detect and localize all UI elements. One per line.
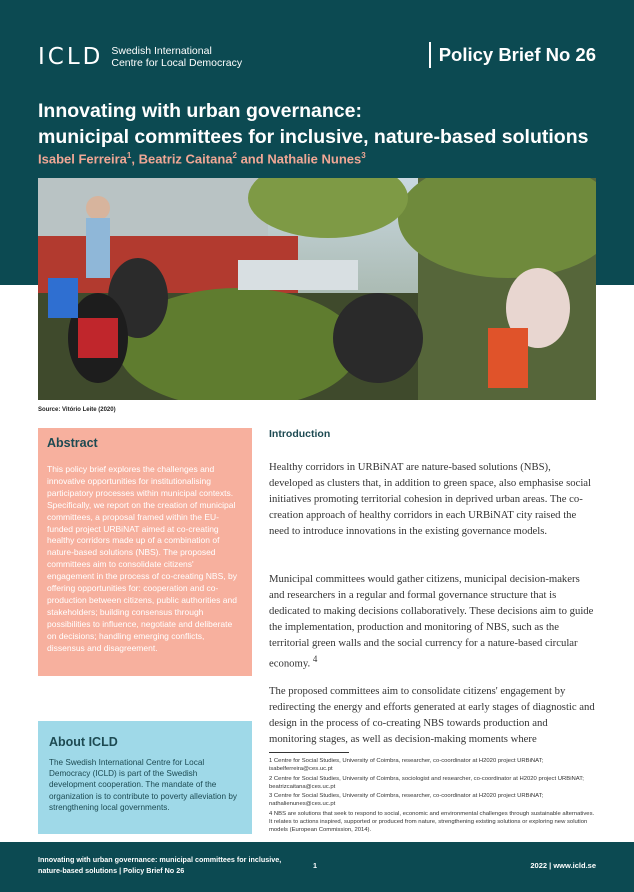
about-heading: About ICLD bbox=[49, 735, 118, 749]
about-text: The Swedish International Centre for Local Democracy (ICLD) is part of the Swedish development cooperation. The mandate of the organization is to contribute to poverty alleviation by strengthening local governments. bbox=[49, 758, 237, 812]
footnote: 4 NBS are solutions that seek to respond to social, economic and environmental challenges through sustainable alternatives. It relates to actions inspired, supported or produced from nature, strengthening existing solutions or exploring new solution models (European Commission, 2014). bbox=[269, 810, 595, 834]
footnote-divider bbox=[269, 752, 349, 753]
intro-paragraph-3: The proposed committees aim to consolidate citizens' engagement by redirecting the energy and efforts generated at early stages of diagnostic and design in the process of co-creating NBS towards production and monitoring stages, as well as decision-making moments where bbox=[269, 685, 595, 745]
introduction-heading: Introduction bbox=[269, 428, 331, 440]
page-title: Innovating with urban governance: municipal committees for inclusive, nature-based solutions bbox=[38, 100, 589, 148]
footer-title: Innovating with urban governance: municipal committees for inclusive, nature-based solutions | Policy Brief No 26 bbox=[38, 855, 282, 875]
intro-paragraph-2: Municipal committees would gather citizens, municipal decision-makers and researchers in a regular and formal governance structure that is dedicated to making decisions collaboratively. These decisions aim to guide the implementation, production and monitoring of NBS, such as the territorial green walls and the social currency for a nature-based circular economy. $^4$ bbox=[269, 573, 594, 670]
footnote: 1 Centre for Social Studies, University of Coimbra, researcher, co-coordinator at H2020 project URBiNAT; isabelferreira@ces.uc.pt bbox=[269, 758, 544, 773]
page-number: 1 bbox=[313, 861, 317, 870]
intro-paragraph-1: Healthy corridors in URBiNAT are nature-based solutions (NBS), developed as clusters that, in addition to green space, also emphasise social initiatives promoting territorial cohesion in deprived urban areas. The co-creation approach of healthy corridors in each URBiNAT city raised the need to introduce innovations in the existing governance models. bbox=[269, 461, 592, 537]
footer-website: 2022 | www.icld.se bbox=[530, 861, 596, 870]
about-box bbox=[38, 721, 252, 834]
org-name: Swedish International Centre for Local Democracy bbox=[111, 45, 243, 69]
authors: Isabel Ferreira$^1$, Beatriz Caitana$^2$ and Nathalie Nunes$^3$ bbox=[38, 151, 366, 167]
photo-illustration bbox=[38, 178, 596, 400]
cover-photo bbox=[38, 178, 596, 400]
policy-brief-label: Policy Brief No 26 bbox=[429, 42, 596, 68]
footnote-ref: 4 bbox=[312, 654, 318, 664]
logo-mark: ICLD bbox=[38, 44, 104, 70]
abstract-box bbox=[38, 428, 252, 676]
footnotes bbox=[269, 757, 599, 836]
footnote: 3 Centre for Social Studies, University of Coimbra, researcher, co-coordinator at H2020 project URBiNAT; nathalienunes@ces.uc.pt bbox=[269, 793, 544, 808]
abstract-heading: Abstract bbox=[47, 436, 98, 450]
icld-logo bbox=[38, 44, 242, 70]
footnote: 2 Centre for Social Studies, University of Coimbra, sociologist and researcher, co-coordinator at H2020 project URBiNAT; beatrizcaitana@ces.uc.pt bbox=[269, 775, 584, 790]
abstract-text: This policy brief explores the challenges and innovative opportunities for institutionalising participatory processes within municipal contexts. Specifically, we report on the creation of municipal committees, a proposal framed within the EU-funded project URBiNAT aimed at co-creating healthy corridors made up of a combination of nature-based solutions (NBS). The proposed committees aim to consolidate citizens' engagement in the process of co-creating NBS, by offering opportunities for: cooperation and co-production between citizens, public authorities and stakeholders; building consensus through possibilities to influence, negotiate and deliberate on decisions; handling emerging conflicts, dissensus and disagreement. bbox=[47, 464, 237, 653]
photo-source: Source: Vitório Leite (2020) bbox=[38, 407, 116, 413]
footer-band bbox=[0, 842, 634, 892]
